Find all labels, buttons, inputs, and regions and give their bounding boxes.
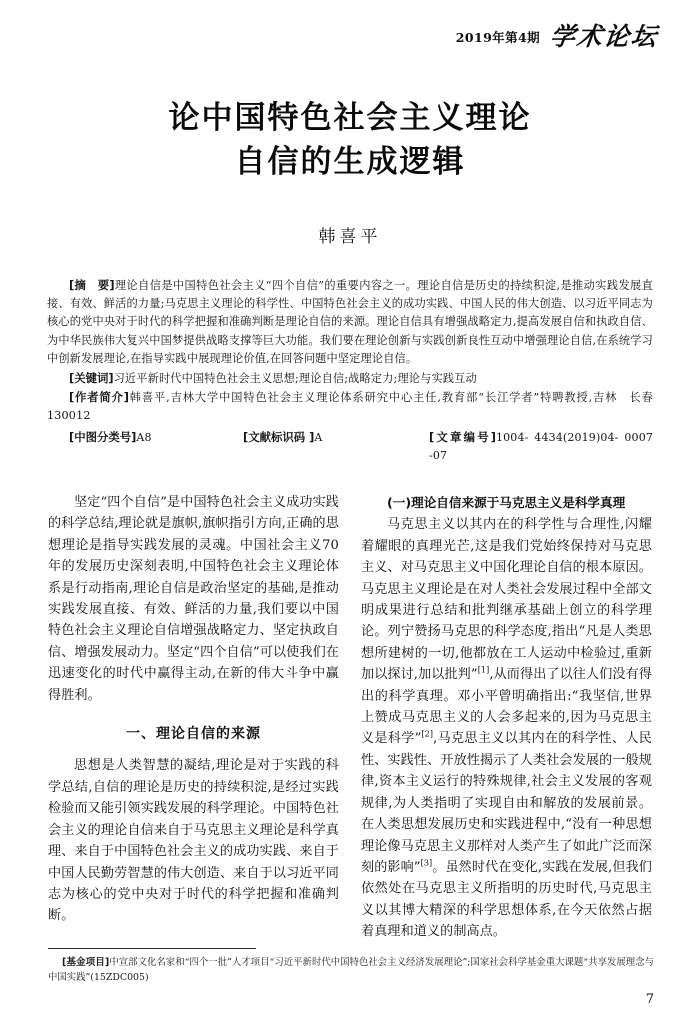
journal-name-calligraphy: 学术论坛	[548, 22, 660, 51]
left-paragraph-1: 坚定“四个自信”是中国特色社会主义成功实践的科学总结,理论就是旗帜,旗帜指引方向,正确的思想理论是指导实践发展的灵魂。中国社会主义70 年的发展历史深刻表明,中国特色社会主义理论体系是行动指南,理论自信是政治坚定的基础,是推动实践发展直接、有效、鲜活的力量,我们要以中国特色社会主义理论自信增强战略定力、坚定执政自信、增强发展动力。坚定“四个自信”可以使我们在迅速变化的时代中赢得主动,在新的伟大斗争中赢得胜利。	[48, 495, 339, 703]
citation-ref-1: [1]	[477, 665, 490, 675]
citation-ref-2: [2]	[421, 730, 434, 740]
section-heading-1: 一、理论自信的来源	[126, 726, 261, 743]
issue-label: 2019年第4期	[455, 30, 540, 45]
running-head	[456, 24, 658, 49]
right-column	[361, 492, 652, 944]
right-paragraph-1-part-b: ,从而得出了以往人们没有得出的科学真理。邓小平曾明确指出:“我坚信,世界上赞成马克思主义的人会多起来的,因为马克思主义是科学”	[361, 667, 653, 747]
article-id-tag: [文章编号]	[429, 429, 496, 444]
funding-tag: [基金项目]	[62, 957, 110, 968]
right-paragraph-1	[361, 514, 652, 942]
document-code-value: A	[314, 430, 323, 444]
document-code-tag: [文献标识码 ]	[243, 429, 315, 444]
title-line-1: 论中国特色社会主义理论	[168, 100, 532, 136]
keywords-text: 习近平新时代中国特色社会主义思想;理论自信;战略定力;理论与实践互动	[113, 371, 477, 385]
front-matter	[47, 276, 665, 465]
title-line-2: 自信的生成逻辑	[234, 144, 466, 180]
classification-codes-row	[47, 428, 653, 465]
author-bio-tag: [作者简介]	[69, 390, 129, 405]
abstract-block	[47, 276, 653, 368]
author-bio-text: 韩喜平,吉林大学中国特色社会主义理论体系研究中心主任,教育部“长江学者”特聘教授,吉林 长春 130012	[47, 391, 665, 423]
right-paragraph-1-part-a: 马克思主义以其内在的科学性与合理性,闪耀着耀眼的真理光芒,这是我们党始终保持对马克思主义、对马克思主义中国化理论自信的根本原因。马克思主义理论是在对人类社会发展过程中全部文明成果进行总结和批判继承基础上创立的科学理论。列宁赞扬马克思的科学态度,指出“凡是人类思想所建树的一切,他都放在工人运动中检验过,重新加以探讨,加以批判”	[361, 517, 652, 683]
footnote-divider	[48, 948, 256, 949]
funding-footnote	[48, 955, 654, 985]
body-columns	[48, 492, 652, 944]
page-title	[0, 96, 700, 184]
keywords-block	[47, 369, 653, 388]
right-paragraph-1-part-d: 。虽然时代在变化,实践在发展,但我们依然处在马克思主义所指明的历史时代,马克思主义以其博大精深的科学思想体系,在今天依然占据着真理和道义的制高点。	[361, 859, 653, 940]
clc-code	[47, 428, 243, 465]
subsection-heading-1: (一)理论自信来源于马克思主义是科学真理	[387, 495, 626, 510]
funding-text: 中宣部文化名家和“四个一批”人才项目“习近平新时代中国特色社会主义经济发展理论”;国家社会科学基金重大课题“共享发展理念与中国实践”(15ZDC005)	[48, 957, 654, 983]
document-code	[243, 428, 429, 465]
clc-tag: [中图分类号]	[69, 429, 137, 444]
article-id-value: 1004- 4434(2019)04- 0007 -07	[429, 430, 653, 462]
left-paragraph-2: 思想是人类智慧的凝结,理论是对于实践的科学总结,自信的理论是历史的持续积淀,是经过实践检验而又能引领实践发展的科学理论。中国特色社会主义的理论自信来自于马克思主义理论是科学真理、来自于中国特色社会主义的成功实践、来自于中国人民勤劳智慧的伟大创造、来自于以习近平同志为核心的党中央对于时代的科学把握和准确判断。	[48, 758, 339, 924]
right-paragraph-1-part-c: ,马克思主义以其内在的科学性、人民性、实践性、开放性揭示了人类社会发展的一般规律,资本主义运行的特殊规律,社会主义发展的客观规律,为人类指明了实现自由和解放的发展前景。在人类思想发展历史和实践进程中,“没有一种思想理论像马克思主义那样对人类产生了如此广泛而深刻的影响”	[361, 731, 652, 875]
article-id	[429, 428, 653, 465]
left-column	[48, 492, 339, 944]
page-number: 7	[645, 992, 654, 1007]
abstract-tag: [摘 要]	[69, 278, 115, 292]
abstract-text: 理论自信是中国特色社会主义“四个自信”的重要内容之一。理论自信是历史的持续积淀,是推动实践发展直接、有效、鲜活的力量;马克思主义理论的科学性、中国特色社会主义的成功实践、中国人民的伟大创造、以习近平同志为核心的党中央对于时代的科学把握和准确判断是理论自信的来源。理论自信具有增强战略定力,提高发展自信和执政自信、为中华民族伟大复兴中国梦提供战略支撑等巨大功能。我们要在理论创新与实践创新良性互动中增强理论自信,在系统学习中创新发展理论,在指导实践中展现理论价值,在回答问题中坚定理论自信。	[47, 279, 653, 365]
author-name: 韩喜平	[318, 227, 382, 247]
clc-value: A8	[136, 430, 152, 444]
keywords-tag: [关键词]	[69, 370, 114, 385]
citation-ref-3: [3]	[420, 858, 433, 868]
author-bio-block	[47, 388, 665, 425]
